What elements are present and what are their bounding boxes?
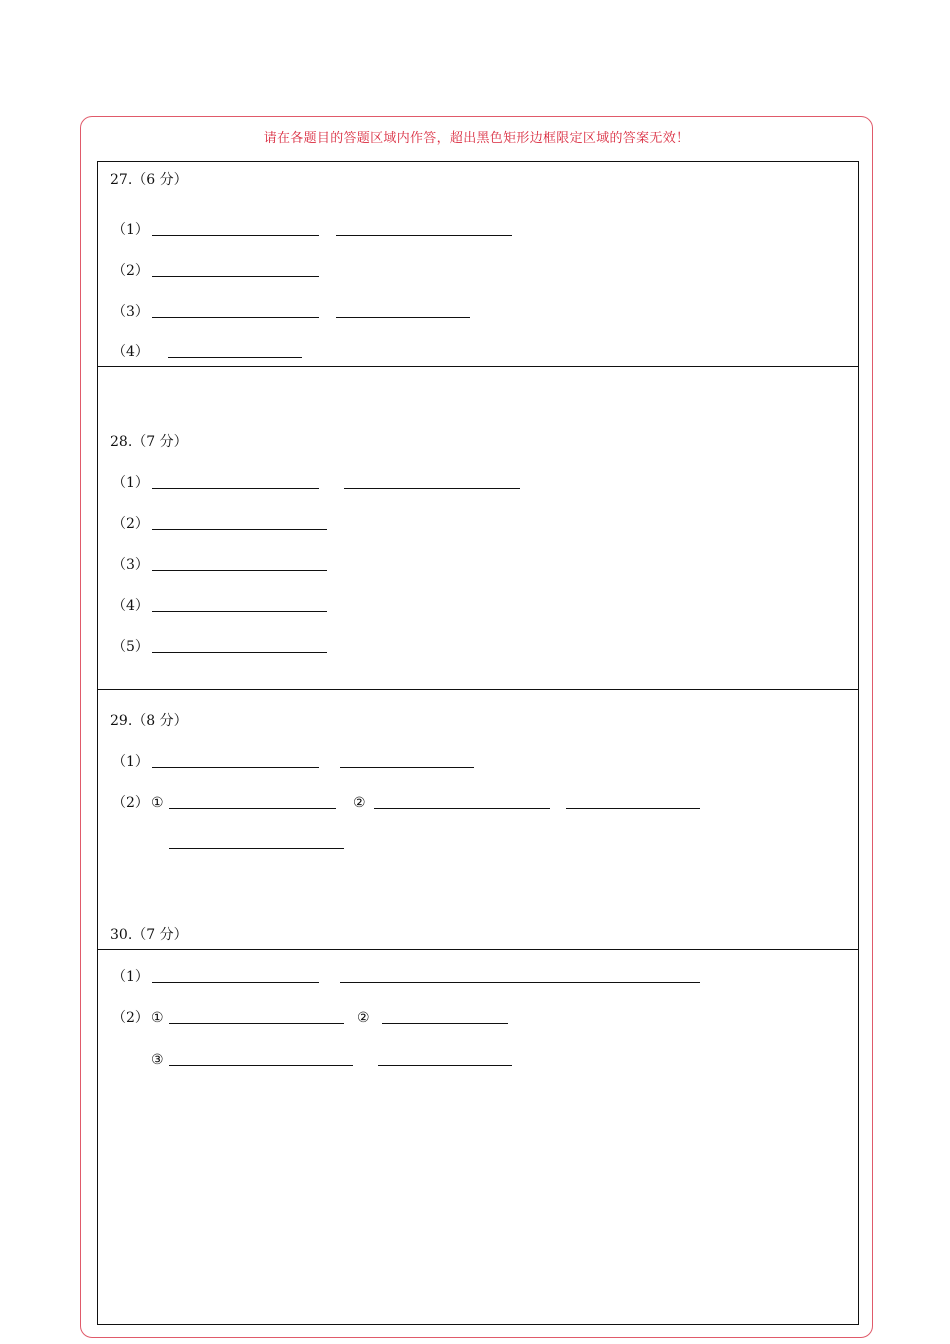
- q28-4-answer-line[interactable]: [152, 611, 327, 612]
- q29-1-answer-line-b[interactable]: [340, 767, 474, 768]
- q30-2-circled-2: ②: [357, 1010, 370, 1026]
- q30-2-2-answer-line[interactable]: [382, 1023, 508, 1024]
- q30-2-3-answer-line-a[interactable]: [169, 1065, 353, 1066]
- q28-part-1-label: （1）: [112, 475, 149, 491]
- q27-1-answer-line-b[interactable]: [336, 235, 512, 236]
- q28-2-answer-line[interactable]: [152, 529, 327, 530]
- q30-2-circled-3: ③: [151, 1052, 164, 1068]
- question-28-title: 28.（7 分）: [110, 434, 188, 450]
- section-divider: [97, 949, 859, 950]
- q30-2-circled-1: ①: [151, 1010, 164, 1026]
- q29-2-1-answer-line[interactable]: [169, 808, 336, 809]
- q30-1-answer-line-b[interactable]: [340, 982, 700, 983]
- q29-1-answer-line-a[interactable]: [152, 767, 319, 768]
- answer-region-box: [97, 161, 859, 1325]
- q28-1-answer-line-b[interactable]: [344, 488, 520, 489]
- q29-2-circled-2: ②: [353, 795, 366, 811]
- q30-2-3-answer-line-b[interactable]: [378, 1065, 512, 1066]
- q29-2-2-answer-line-a[interactable]: [374, 808, 550, 809]
- q28-part-4-label: （4）: [112, 598, 149, 614]
- q29-2-circled-1: ①: [151, 795, 164, 811]
- q30-part-2-label: （2）: [112, 1010, 149, 1026]
- q27-1-answer-line-a[interactable]: [152, 235, 319, 236]
- q27-part-2-label: （2）: [112, 263, 149, 279]
- q28-3-answer-line[interactable]: [152, 570, 327, 571]
- q28-part-2-label: （2）: [112, 516, 149, 532]
- q27-3-answer-line-a[interactable]: [152, 317, 319, 318]
- answer-area-notice: 请在各题目的答题区域内作答，超出黑色矩形边框限定区域的答案无效！: [263, 131, 690, 146]
- q28-1-answer-line-a[interactable]: [152, 488, 319, 489]
- question-27-title: 27.（6 分）: [110, 172, 188, 188]
- section-divider: [97, 689, 859, 690]
- q30-1-answer-line-a[interactable]: [152, 982, 319, 983]
- q27-2-answer-line[interactable]: [152, 276, 319, 277]
- q27-part-3-label: （3）: [112, 304, 149, 320]
- q28-part-5-label: （5）: [112, 639, 149, 655]
- section-divider: [97, 366, 859, 367]
- q29-part-1-label: （1）: [112, 754, 149, 770]
- q28-part-3-label: （3）: [112, 557, 149, 573]
- q29-2-answer-line-c[interactable]: [169, 848, 344, 849]
- q30-2-1-answer-line[interactable]: [169, 1023, 344, 1024]
- q30-part-1-label: （1）: [112, 969, 149, 985]
- q27-3-answer-line-b[interactable]: [336, 317, 470, 318]
- question-29-title: 29.（8 分）: [110, 713, 188, 729]
- q27-part-1-label: （1）: [112, 222, 149, 238]
- question-30-title: 30.（7 分）: [110, 927, 188, 943]
- q27-part-4-label: （4）: [112, 344, 149, 360]
- q29-2-2-answer-line-b[interactable]: [566, 808, 700, 809]
- q29-part-2-label: （2）: [112, 795, 149, 811]
- q28-5-answer-line[interactable]: [152, 652, 327, 653]
- q27-4-answer-line[interactable]: [168, 357, 302, 358]
